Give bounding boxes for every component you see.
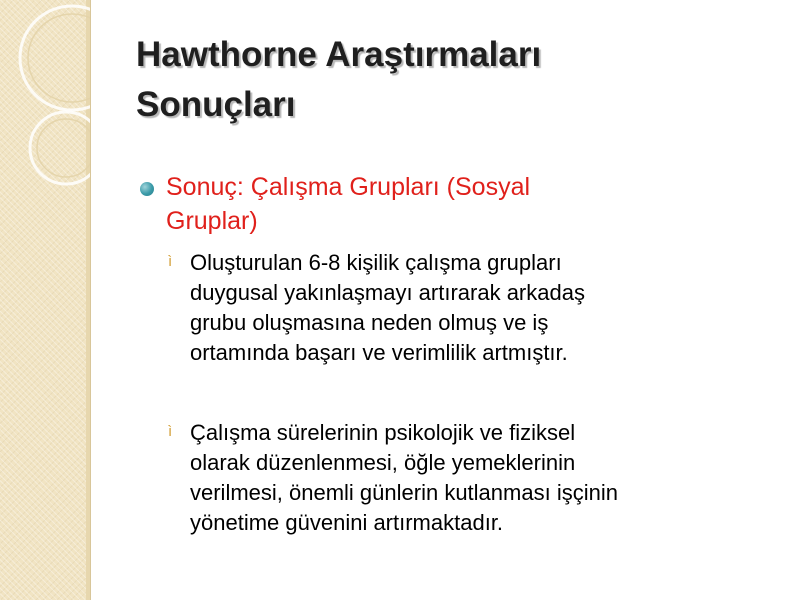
main-point-line-2: Gruplar) — [166, 207, 258, 235]
slide-title-line-2: Sonuçları — [136, 85, 296, 124]
sub-point-2-line-4: yönetime güvenini artırmaktadır. — [190, 510, 504, 535]
sub-point-2-line-2: olarak düzenlenmesi, öğle yemeklerinin — [190, 450, 576, 475]
sub-point-1-line-4: ortamında başarı ve verimlilik artmıştır. — [190, 340, 568, 365]
side-band-divider — [90, 0, 91, 600]
slide-content — [140, 170, 770, 538]
sub-bullet-point-2 — [140, 418, 770, 538]
circle-ornament-icon — [0, 0, 90, 200]
sub-point-1-line-1: Oluşturulan 6-8 kişilik çalışma grupları — [190, 250, 562, 275]
main-point-line-1: Sonuç: Çalışma Grupları (Sosyal — [166, 173, 531, 201]
sub-bullet-icon: ì — [168, 253, 173, 270]
teal-bullet-icon — [140, 182, 154, 196]
slide-title-line-1: Hawthorne Araştırmaları — [136, 35, 542, 74]
sub-point-1-line-3: grubu oluşmasına neden olmuş ve iş — [190, 310, 549, 335]
slide-title — [136, 30, 541, 130]
sub-point-1-line-2: duygusal yakınlaşmayı artırarak arkadaş — [190, 280, 585, 305]
sub-bullet-point-1 — [140, 248, 770, 368]
sub-point-2-line-3: verilmesi, önemli günlerin kutlanması işçinin — [190, 480, 618, 505]
sub-point-2-line-1: Çalışma sürelerinin psikolojik ve fiziksel — [190, 420, 576, 445]
main-bullet-point — [140, 170, 770, 238]
sub-bullet-icon: ì — [168, 423, 173, 440]
